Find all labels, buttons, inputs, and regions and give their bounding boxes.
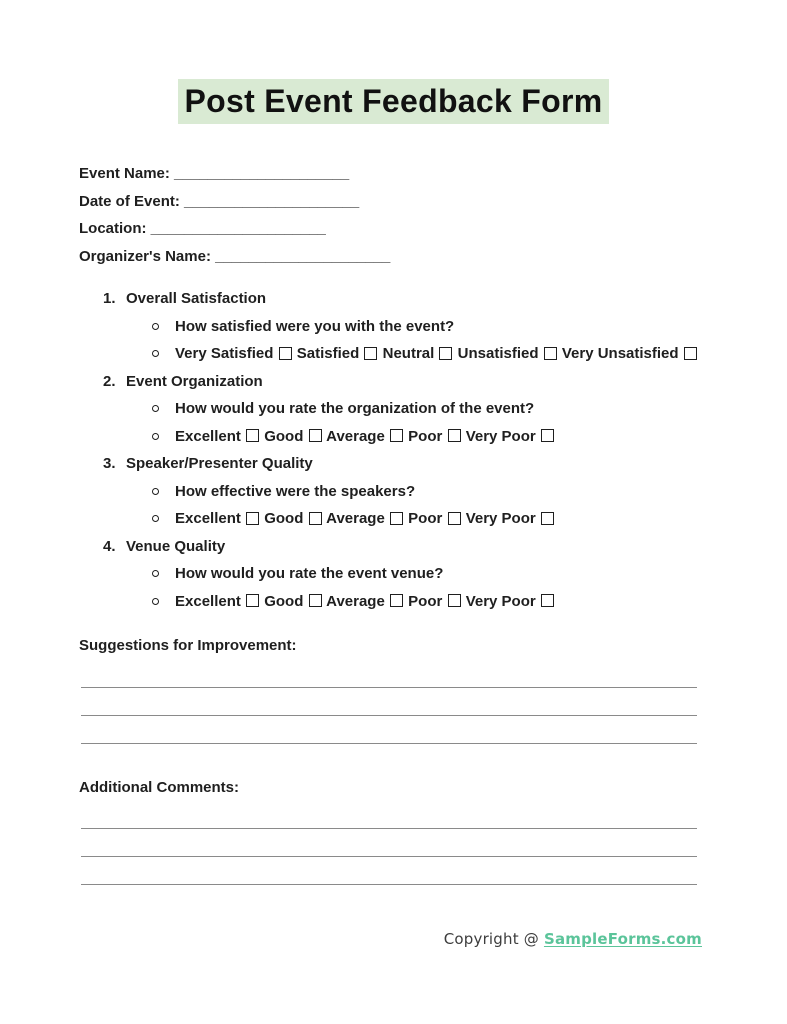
checkbox-icon <box>309 512 322 525</box>
header-fields <box>79 160 708 270</box>
option-label: Average <box>326 592 385 610</box>
options-row <box>175 340 708 368</box>
question-2-prompt <box>79 395 708 423</box>
writing-line <box>81 688 697 716</box>
writing-line <box>81 716 697 744</box>
checkbox-icon <box>390 594 403 607</box>
field-organizer-name <box>79 243 708 271</box>
question-3-prompt <box>79 478 708 506</box>
writing-line <box>81 660 697 688</box>
question-4-heading <box>79 533 708 561</box>
question-1-prompt <box>79 313 708 341</box>
option-label: Good <box>264 592 304 610</box>
comments-label: Additional Comments: <box>79 778 239 796</box>
option-label: Average <box>326 427 385 445</box>
option-label: Very Poor <box>465 510 536 527</box>
checkbox-icon <box>448 594 461 607</box>
field-date-of-event <box>79 188 708 216</box>
question-list <box>79 285 708 615</box>
page-title <box>79 79 708 124</box>
field-blank-line: _____________________ <box>215 247 391 265</box>
bullet-circle-icon <box>152 515 159 522</box>
option-label: Very Satisfied <box>175 345 274 362</box>
suggestions-label: Suggestions for Improvement: <box>79 637 297 654</box>
question-number: 1. <box>103 290 116 307</box>
option-label: Excellent <box>175 592 241 610</box>
checkbox-icon <box>448 512 461 525</box>
writing-line <box>81 801 697 829</box>
question-heading-text: Event Organization <box>126 372 263 390</box>
suggestions-lines <box>81 660 697 744</box>
option-label: Satisfied <box>296 345 360 362</box>
bullet-circle-icon <box>152 598 159 605</box>
question-4-options <box>79 588 708 616</box>
writing-line <box>81 829 697 857</box>
checkbox-icon <box>309 594 322 607</box>
field-label: Event Name: <box>79 165 170 182</box>
option-label: Good <box>264 510 304 527</box>
question-heading-text: Overall Satisfaction <box>126 290 267 307</box>
page-title-text: Post Event Feedback Form <box>178 79 610 124</box>
question-1-options <box>79 340 708 368</box>
checkbox-icon <box>544 347 557 360</box>
question-number: 4. <box>103 537 116 555</box>
option-label: Poor <box>408 510 443 527</box>
question-text: How would you rate the organization of the event? <box>175 400 535 417</box>
bullet-circle-icon <box>152 433 159 440</box>
field-blank-line: _____________________ <box>174 165 350 182</box>
field-blank-line: _____________________ <box>150 220 326 237</box>
question-number: 3. <box>103 455 116 472</box>
field-event-name <box>79 160 708 188</box>
bullet-circle-icon <box>152 570 159 577</box>
checkbox-icon <box>309 429 322 442</box>
checkbox-icon <box>364 347 377 360</box>
checkbox-icon <box>448 429 461 442</box>
checkbox-icon <box>279 347 292 360</box>
question-text: How effective were the speakers? <box>175 482 416 500</box>
question-4-prompt <box>79 560 708 588</box>
checkbox-icon <box>246 512 259 525</box>
checkbox-icon <box>246 594 259 607</box>
options-row <box>175 505 708 533</box>
question-3-options <box>79 505 708 533</box>
option-label: Poor <box>408 427 443 445</box>
question-text: How would you rate the event venue? <box>175 565 444 582</box>
option-label: Neutral <box>382 345 435 362</box>
option-label: Very Poor <box>465 427 536 445</box>
option-label: Very Unsatisfied <box>561 345 679 362</box>
option-label: Excellent <box>175 510 241 527</box>
question-text: How satisfied were you with the event? <box>175 317 455 335</box>
checkbox-icon <box>541 429 554 442</box>
field-label: Location: <box>79 220 147 237</box>
bullet-circle-icon <box>152 323 159 330</box>
comments-lines <box>81 801 697 885</box>
checkbox-icon <box>390 429 403 442</box>
checkbox-icon <box>390 512 403 525</box>
options-row <box>175 588 708 616</box>
question-number: 2. <box>103 372 116 390</box>
writing-line <box>81 857 697 885</box>
option-label: Excellent <box>175 427 241 445</box>
field-label: Organizer's Name: <box>79 247 211 265</box>
field-blank-line: _____________________ <box>184 192 360 210</box>
sampleforms-link[interactable]: SampleForms.com <box>543 930 702 948</box>
options-row <box>175 423 708 451</box>
checkbox-icon <box>541 594 554 607</box>
field-location <box>79 215 708 243</box>
question-3-heading <box>79 450 708 478</box>
bullet-circle-icon <box>152 488 159 495</box>
option-label: Poor <box>408 592 443 610</box>
option-label: Good <box>264 427 304 445</box>
copyright-text: Copyright @ <box>443 930 539 948</box>
question-1-heading <box>79 285 708 313</box>
bullet-circle-icon <box>152 405 159 412</box>
checkbox-icon <box>541 512 554 525</box>
checkbox-icon <box>439 347 452 360</box>
field-label: Date of Event: <box>79 192 180 210</box>
option-label: Average <box>326 510 385 527</box>
question-2-options <box>79 423 708 451</box>
bullet-circle-icon <box>152 350 159 357</box>
checkbox-icon <box>684 347 697 360</box>
footer <box>79 930 708 948</box>
question-heading-text: Speaker/Presenter Quality <box>126 455 313 472</box>
option-label: Very Poor <box>465 592 536 610</box>
question-heading-text: Venue Quality <box>126 537 226 555</box>
question-2-heading <box>79 368 708 396</box>
option-label: Unsatisfied <box>457 345 539 362</box>
checkbox-icon <box>246 429 259 442</box>
